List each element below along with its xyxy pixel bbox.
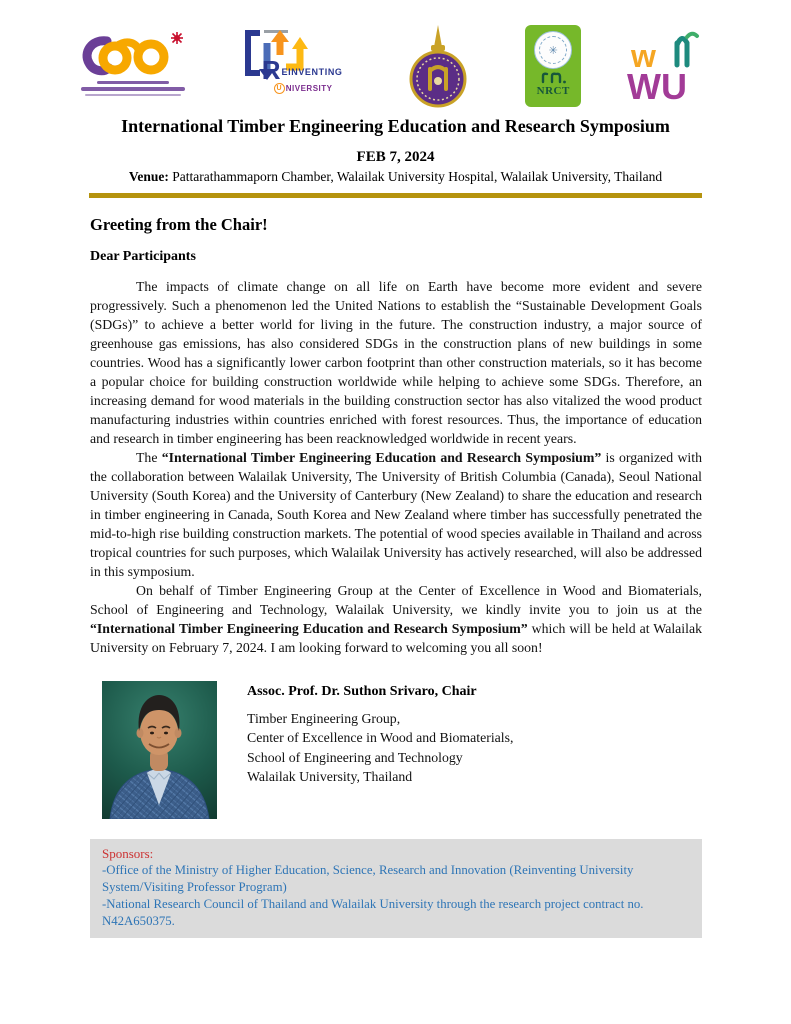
mhesi-60-icon (77, 31, 189, 79)
wu-logo (619, 25, 719, 105)
circled-u-icon: U (274, 83, 285, 94)
svg-text:WU: WU (627, 66, 687, 105)
paragraph-3: On behalf of Timber Engineering Group at the Center of Excellence in Wood and Biomaterials, School of Engineering and Technology, Walailak University, we kindly invite you to join us at the “International Timber Engineering Education and Research Symposium” which will be held at Walailak University on February 7, 2024. I am looking forward to welcoming you all soon! (90, 582, 702, 655)
gold-divider (89, 193, 702, 198)
nrct-emblem-icon: ✳ (534, 31, 572, 69)
signature-block (102, 681, 702, 819)
logo-row (72, 25, 719, 107)
chair-name: Assoc. Prof. Dr. Suthon Srivaro, Chair (247, 683, 477, 699)
venue-label: Venue: (128, 169, 169, 184)
sponsor-item: -Office of the Ministry of Higher Education, Science, Research and Innovation (Reinventing University System/Visiting Professor Program) (102, 862, 634, 894)
nrct-thai-text (540, 72, 566, 84)
walailak-crest-logo (388, 25, 488, 109)
sponsors-box (90, 839, 702, 938)
event-date: FEB 7, 2024 (356, 149, 435, 165)
wu-logo-icon (621, 25, 717, 105)
reinventing-wordmark: R EINVENTING (261, 55, 343, 85)
chair-photo (102, 681, 217, 819)
letter-body (90, 215, 702, 819)
affiliation-line: School of Engineering and Technology (247, 749, 463, 765)
sponsor-item: -National Research Council of Thailand and Walailak University through the research project contract no. N42A650375. (102, 896, 644, 928)
symposium-name-bold: “International Timber Engineering Education and Research Symposium” (90, 620, 528, 636)
nrct-logo: ✳ NRCT (525, 25, 581, 107)
salutation: Dear Participants (90, 248, 196, 264)
affiliation-line: Walailak University, Thailand (247, 769, 413, 784)
chair-affiliation (247, 709, 513, 787)
affiliation-line: Timber Engineering Group, (247, 710, 401, 726)
svg-text:w: w (631, 38, 656, 74)
symposium-title: International Timber Engineering Education and Research Symposium (121, 116, 670, 136)
walailak-crest-icon (398, 25, 478, 109)
reinventing-letter-r: R (261, 55, 281, 85)
paragraph-1: The impacts of climate change on all life on Earth have become more evident and severe progressively. Such a phenomenon led the United Nations to establish the “Sustainable Development Goals (SDGs)” to achieve a better world for living in the future. The construction industry, a major source of greenhouse gas emissions, has also considered SDGs in the construction plans of new buildings in some countries. Wood has a significantly lower carbon footprint than other construction materials, so it has become a popular choice for building construction worldwide while helping to achieve some SDGs. Therefore, an increasing demand for wood materials in the building construction sector has also vitalized the wood product manufacturing industries within countries enriched with forest resources. Thus, the importance of education and research in timber engineering has been reacknowledged worldwide in recent years. (90, 278, 702, 446)
mhesi-60-logo (72, 25, 194, 96)
symposium-name-bold: “International Timber Engineering Education and Research Symposium” (161, 449, 602, 465)
affiliation-line: Center of Excellence in Wood and Biomaterials, (247, 730, 514, 745)
greeting-heading: Greeting from the Chair! (90, 214, 268, 234)
paragraph-2: The “International Timber Engineering Education and Research Symposium” is organized with the collaboration between Walailak University, The University of British Columbia (Canada), Seoul National University (South Korea) and the University of Canterbury (New Zealand) to share the education and research in timber engineering in Canada, South Korea and New Zealand where timber has successfully penetrated the mid-to-high rise building construction markets. The potential of wood species available in Thailand and across tropical countries for such purposes, which Walailak University has actively researched, will also be addressed in this symposium. (90, 449, 702, 579)
mhesi-thai-text-lines (81, 81, 185, 96)
chair-portrait-illustration (102, 681, 217, 819)
reinventing-university-logo (232, 25, 350, 107)
sponsors-heading: Sponsors: (102, 845, 154, 861)
signature-text (247, 681, 513, 819)
university-wordmark: U NIVERSITY (274, 83, 333, 94)
venue-text: Pattarathammaporn Chamber, Walailak University Hospital, Walailak University, Thailand (168, 169, 663, 184)
venue-line (0, 169, 791, 185)
